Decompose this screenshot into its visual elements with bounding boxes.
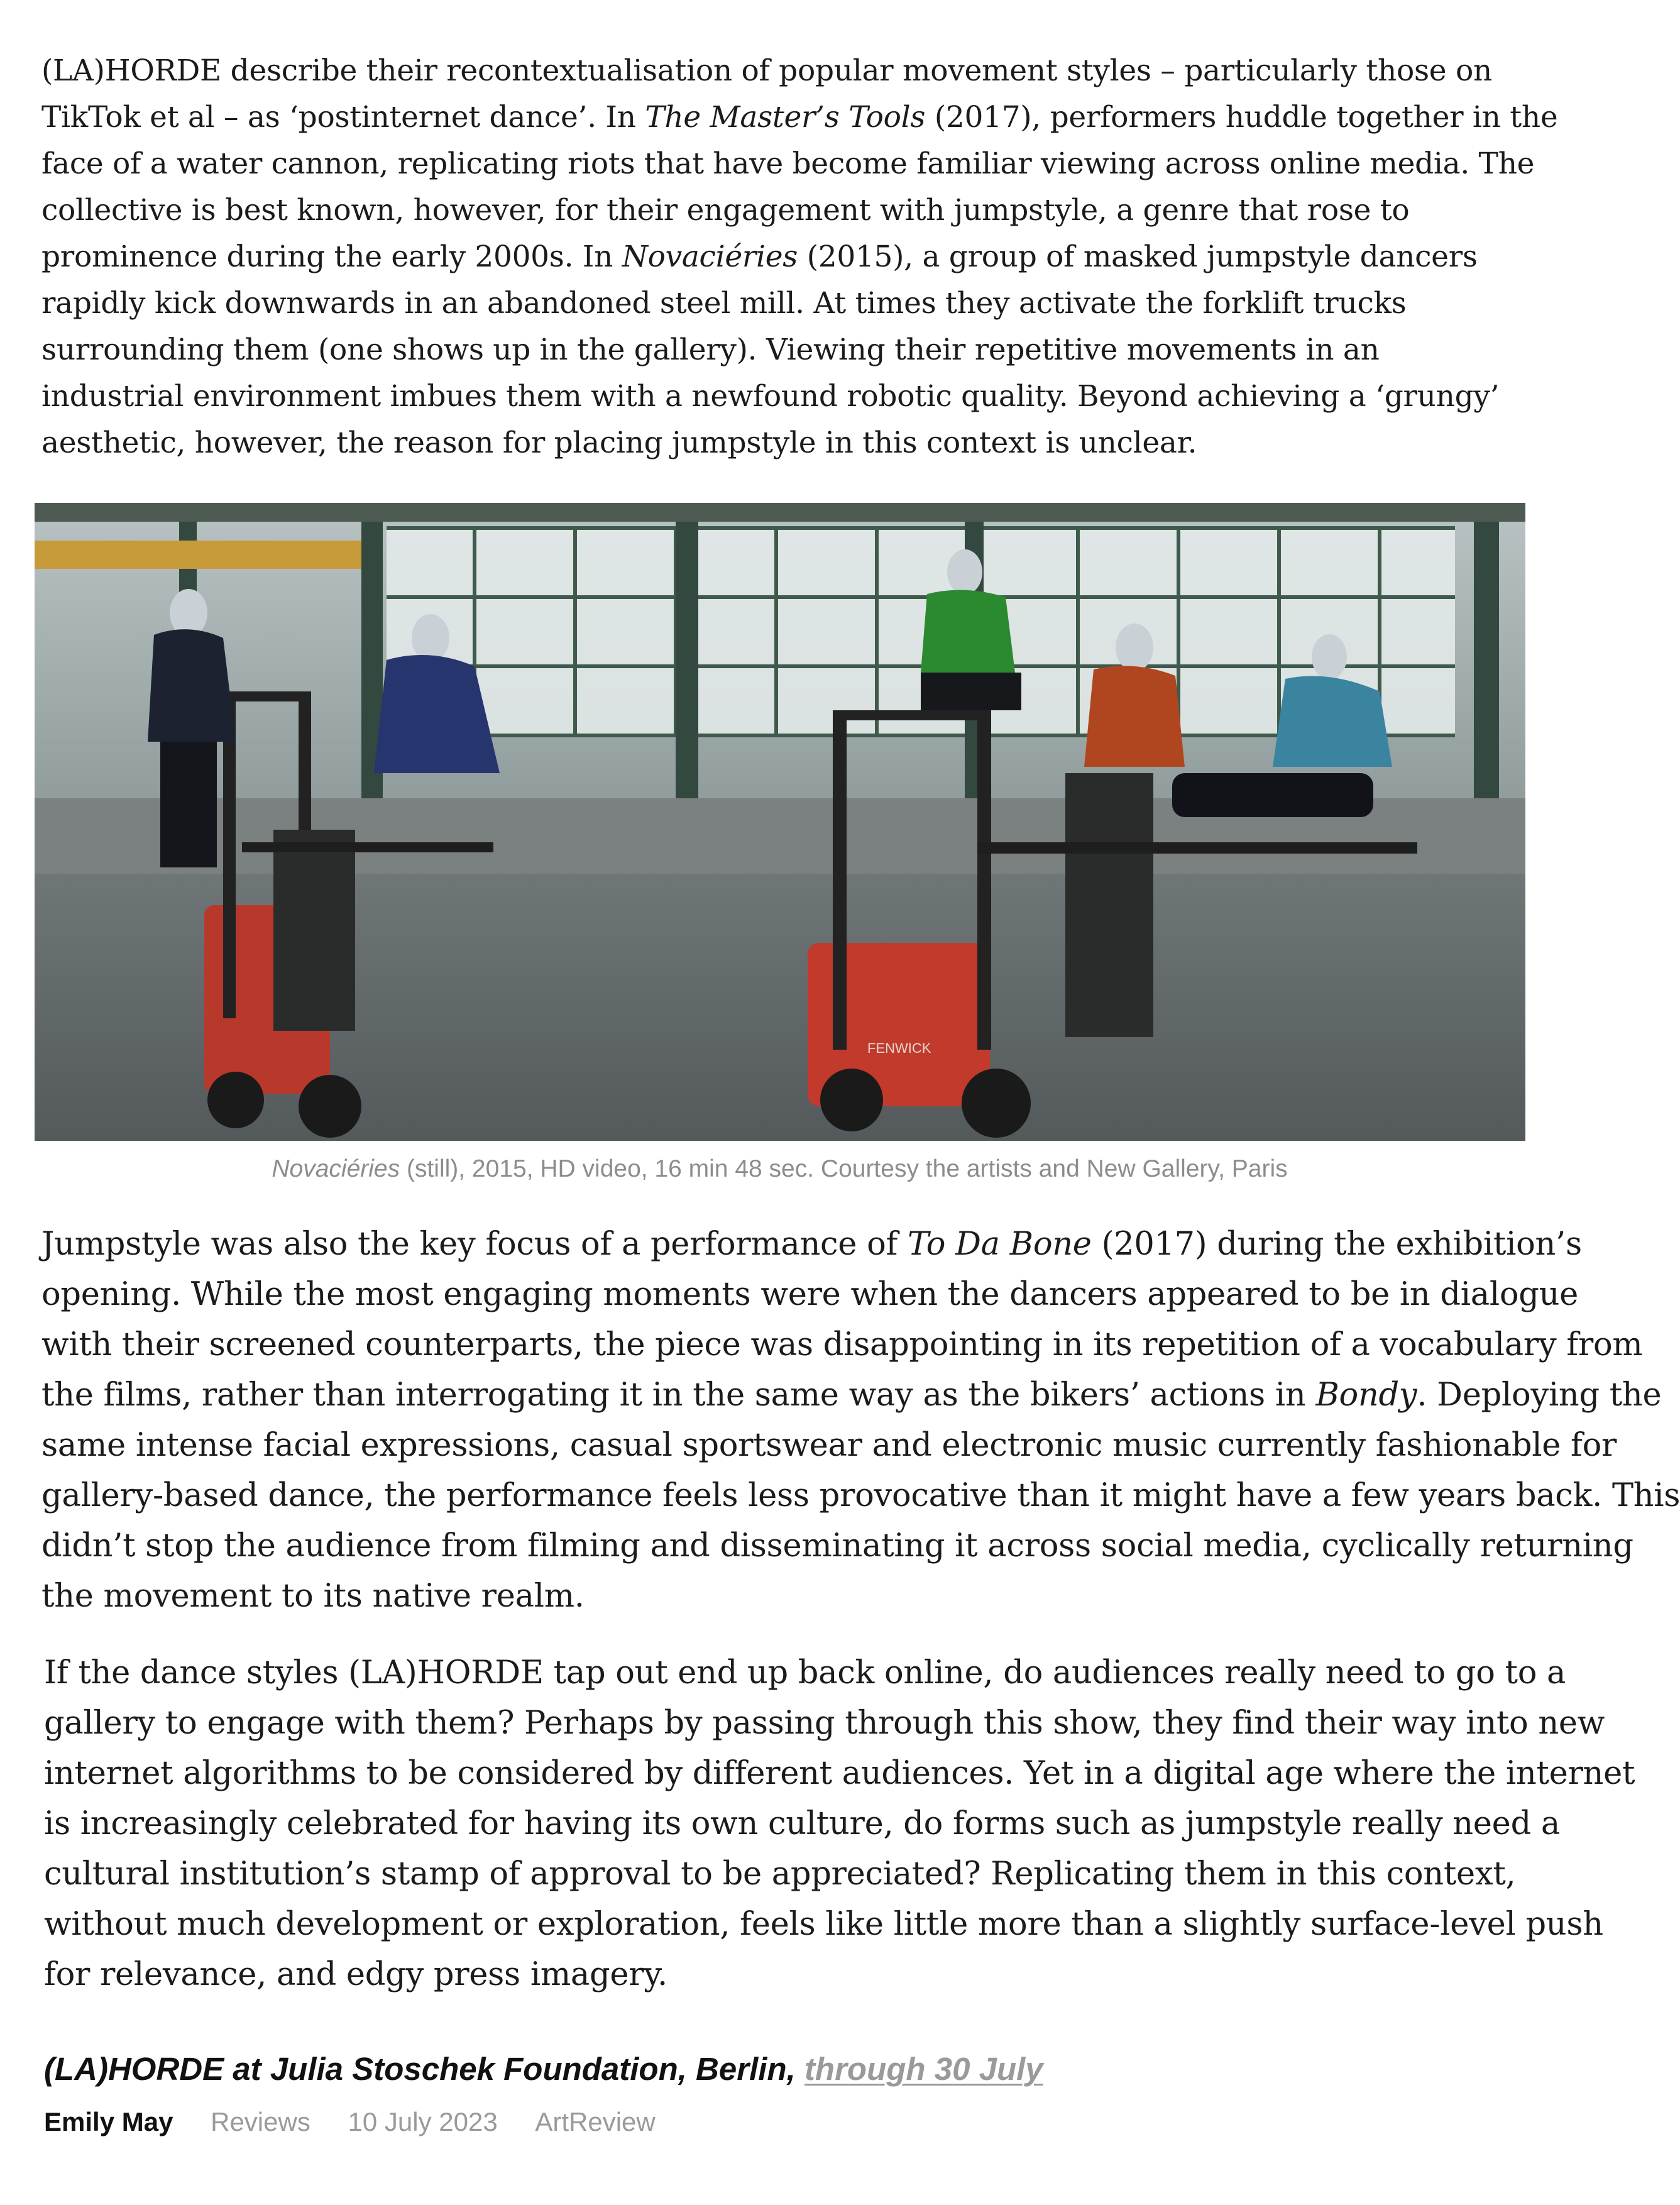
italic-title: Novaciéries: [272, 1155, 400, 1182]
italic-title: Novaciéries: [622, 239, 798, 274]
text-line: same intense facial expressions, casual sportswear and electronic music currently fashionable for: [41, 1427, 1617, 1464]
article-meta: [44, 2107, 686, 2137]
text-line: with their screened counterparts, the piece was disappointing in its repetition of a vocabulary from: [41, 1326, 1643, 1363]
section-label[interactable]: Reviews: [211, 2107, 310, 2136]
text-line: rapidly kick downwards in an abandoned steel mill. At times they activate the forklift trucks: [41, 286, 1407, 321]
text-line: aesthetic, however, the reason for placing jumpstyle in this context is unclear.: [41, 426, 1197, 460]
text-line: internet algorithms to be considered by different audiences. Yet in a digital age where the internet: [44, 1755, 1635, 1792]
text-line: the films, rather than interrogating it in the same way as the bikers’ actions in Bondy. Deploying the: [41, 1377, 1662, 1414]
text-line: Jumpstyle was also the key focus of a performance of To Da Bone (2017) during the exhibition’s: [41, 1226, 1582, 1263]
text-line: If the dance styles (LA)HORDE tap out end up back online, do audiences really need to go to a: [44, 1654, 1566, 1691]
text-line: the movement to its native realm.: [41, 1578, 585, 1615]
text-line: gallery-based dance, the performance feels less provocative than it might have a few years back. This: [41, 1477, 1680, 1514]
text-line: collective is best known, however, for their engagement with jumpstyle, a genre that rose to: [41, 193, 1410, 228]
image-caption: Novaciéries (still), 2015, HD video, 16 min 48 sec. Courtesy the artists and New Gallery, Paris: [272, 1155, 1288, 1182]
italic-title: To Da Bone: [907, 1226, 1092, 1263]
text-line: surrounding them (one shows up in the gallery). Viewing their repetitive movements in an: [41, 333, 1380, 367]
text-line: industrial environment imbues them with a newfound robotic quality. Beyond achieving a ‘grungy’: [41, 379, 1500, 414]
text-line: gallery to engage with them? Perhaps by passing through this show, they find their way into new: [44, 1705, 1605, 1742]
exhibition-name: (LA)HORDE at Julia Stoschek Foundation, Berlin,: [44, 2051, 796, 2087]
article-paragraph: [41, 48, 1557, 466]
text-line: opening. While the most engaging moments were when the dancers appeared to be in dialogue: [41, 1276, 1579, 1313]
text-line: (LA)HORDE describe their recontextualisation of popular movement styles – particularly those on: [41, 53, 1492, 88]
italic-title: Bondy: [1315, 1377, 1417, 1414]
forklift-brand-label: FENWICK: [867, 1040, 931, 1056]
text-line: TikTok et al – as ‘postinternet dance’. In The Master’s Tools (2017), performers huddle together in the: [41, 100, 1558, 135]
text-line: prominence during the early 2000s. In Novaciéries (2015), a group of masked jumpstyle dancers: [41, 239, 1478, 274]
article-paragraph: [44, 1648, 1635, 2000]
publish-date: 10 July 2023: [348, 2107, 498, 2136]
exhibition-title: [44, 2050, 1043, 2087]
text-line: face of a water cannon, replicating riots that have become familiar viewing across online media. The: [41, 146, 1535, 181]
article-paragraph: [41, 1219, 1680, 1622]
exhibition-dates-link[interactable]: through 30 July: [804, 2051, 1043, 2087]
publication-name[interactable]: ArtReview: [535, 2107, 656, 2136]
author-name[interactable]: Emily May: [44, 2107, 173, 2136]
text-line: without much development or exploration, feels like little more than a slightly surface-level push: [44, 1906, 1603, 1943]
text-line: didn’t stop the audience from filming and disseminating it across social media, cyclically returning: [41, 1527, 1633, 1564]
text-line: cultural institution’s stamp of approval to be appreciated? Replicating them in this context,: [44, 1856, 1516, 1893]
article-photo: [35, 503, 1525, 1141]
text-line: is increasingly celebrated for having its own culture, do forms such as jumpstyle really need a: [44, 1805, 1560, 1842]
text-line: for relevance, and edgy press imagery.: [44, 1956, 667, 1993]
italic-title: The Master’s Tools: [645, 100, 926, 135]
